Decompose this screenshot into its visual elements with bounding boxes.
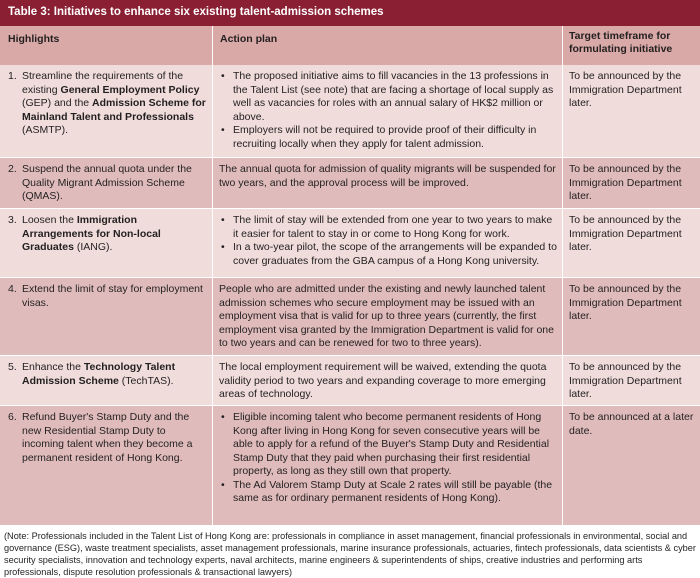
action-plan-cell [219, 361, 559, 402]
table-header [0, 26, 700, 65]
row-number: 6. [8, 411, 17, 423]
action-plan-cell [219, 214, 559, 268]
list-item: • The proposed initiative aims to fill vacancies in the 13 professions in the Talent List (see note) that are facing a shortage of local supply as well as vacancies for roles with an annual salary of HK$2 million or above. [221, 70, 554, 123]
row-number: 4. [8, 283, 17, 295]
list-item: • In a two-year pilot, the scope of the arrangements will be expanded to cover graduates from the GBA campus of a Hong Kong university. [221, 241, 557, 267]
target-cell: To be announced by the Immigration Department later. [569, 214, 682, 253]
action-plan-text: The annual quota for admission of quality migrants will be suspended for two years, and the approval process will be improved. [219, 163, 556, 189]
table-title: Table 3: Initiatives to enhance six existing talent-admission schemes [0, 0, 700, 26]
table-note: (Note: Professionals included in the Talent List of Hong Kong are: professionals in compliance in asset management, financial professionals in environmental, social and governance (ESG), waste treatment specialists, asset management professionals, marine insurance professionals, actuaries, fintech professionals, data scientists & cyber security specialists, innovation and technology experts, naval architects, marine engineers & superintendents of ships, creative industries and performing arts professionals, dispute resolution professionals & transactional lawyers) [4, 531, 696, 577]
highlight-cell [8, 70, 208, 138]
target-cell: To be announced by the Immigration Department later. [569, 361, 682, 400]
highlight-text: Enhance the Technology Talent Admission Scheme (TechTAS). [22, 361, 176, 387]
header-action-plan: Action plan [220, 33, 278, 45]
target-cell: To be announced by the Immigration Department later. [569, 283, 682, 322]
target-cell: To be announced by the Immigration Department later. [569, 70, 682, 109]
highlight-cell [8, 283, 208, 310]
table-row [0, 406, 700, 525]
highlight-cell [8, 411, 208, 465]
highlight-text: Refund Buyer's Stamp Duty and the new Residential Stamp Duty to incoming talent when they become a permanent resident of Hong Kong. [22, 411, 193, 464]
highlight-text: Streamline the requirements of the existing General Employment Policy (GEP) and the Admission Scheme for Mainland Talent and Professionals (ASMTP). [22, 70, 206, 136]
column-divider [562, 26, 563, 525]
action-plan-cell [219, 163, 559, 190]
row-number: 3. [8, 214, 17, 226]
target-cell: To be announced by the Immigration Department later. [569, 163, 682, 202]
row-number: 2. [8, 163, 17, 175]
table-row [0, 356, 700, 405]
header-highlights: Highlights [8, 33, 60, 45]
list-item: • The Ad Valorem Stamp Duty at Scale 2 rates will still be payable (the same as for ordinary permanent residents of Hong Kong). [221, 478, 553, 504]
highlight-text: Loosen the Immigration Arrangements for Non-local Graduates (IANG). [22, 214, 161, 253]
list-item: • The limit of stay will be extended from one year to two years to make it easier for talent to stay in or come to Hong Kong for work. [221, 214, 553, 240]
action-plan-cell [219, 411, 559, 506]
action-plan-text: People who are admitted under the existing and newly launched talent admission schemes who secure employment may be issued with an employment visa that is valid for up to three years (currently, the first employment visa granted by the Immigration Department is valid for one to two years and can be renewed for two to three years). [219, 283, 554, 349]
row-number: 5. [8, 361, 17, 373]
table-row [0, 209, 700, 277]
table-row [0, 158, 700, 208]
table-row [0, 278, 700, 355]
highlight-cell [8, 214, 208, 255]
action-plan-cell [219, 283, 559, 351]
column-divider [212, 26, 213, 525]
table-row [0, 65, 700, 157]
row-number: 1. [8, 70, 17, 82]
action-plan-text: The local employment requirement will be waived, extending the quota validity period to two years and expanding coverage to more emerging areas of technology. [219, 361, 547, 400]
list-item: • Employers will not be required to provide proof of their difficulty in recruiting locally when they apply for talent admission. [221, 124, 537, 150]
highlight-text: Suspend the annual quota under the Quality Migrant Admission Scheme (QMAS). [22, 163, 192, 202]
list-item: • Eligible incoming talent who become permanent residents of Hong Kong after living in Hong Kong for seven consecutive years will be able to apply for a refund of the Buyer's Stamp Duty and Residential Stamp Duty that they paid when purchasing their first residential property, as long as they still own that property. [221, 411, 550, 477]
header-target-timeframe: Target timeframe for formulating initiative [569, 30, 673, 55]
highlight-text: Extend the limit of stay for employment visas. [22, 283, 203, 309]
target-cell: To be announced at a later date. [569, 411, 694, 437]
highlight-cell [8, 361, 208, 388]
highlight-cell [8, 163, 208, 204]
action-plan-cell [219, 70, 559, 151]
